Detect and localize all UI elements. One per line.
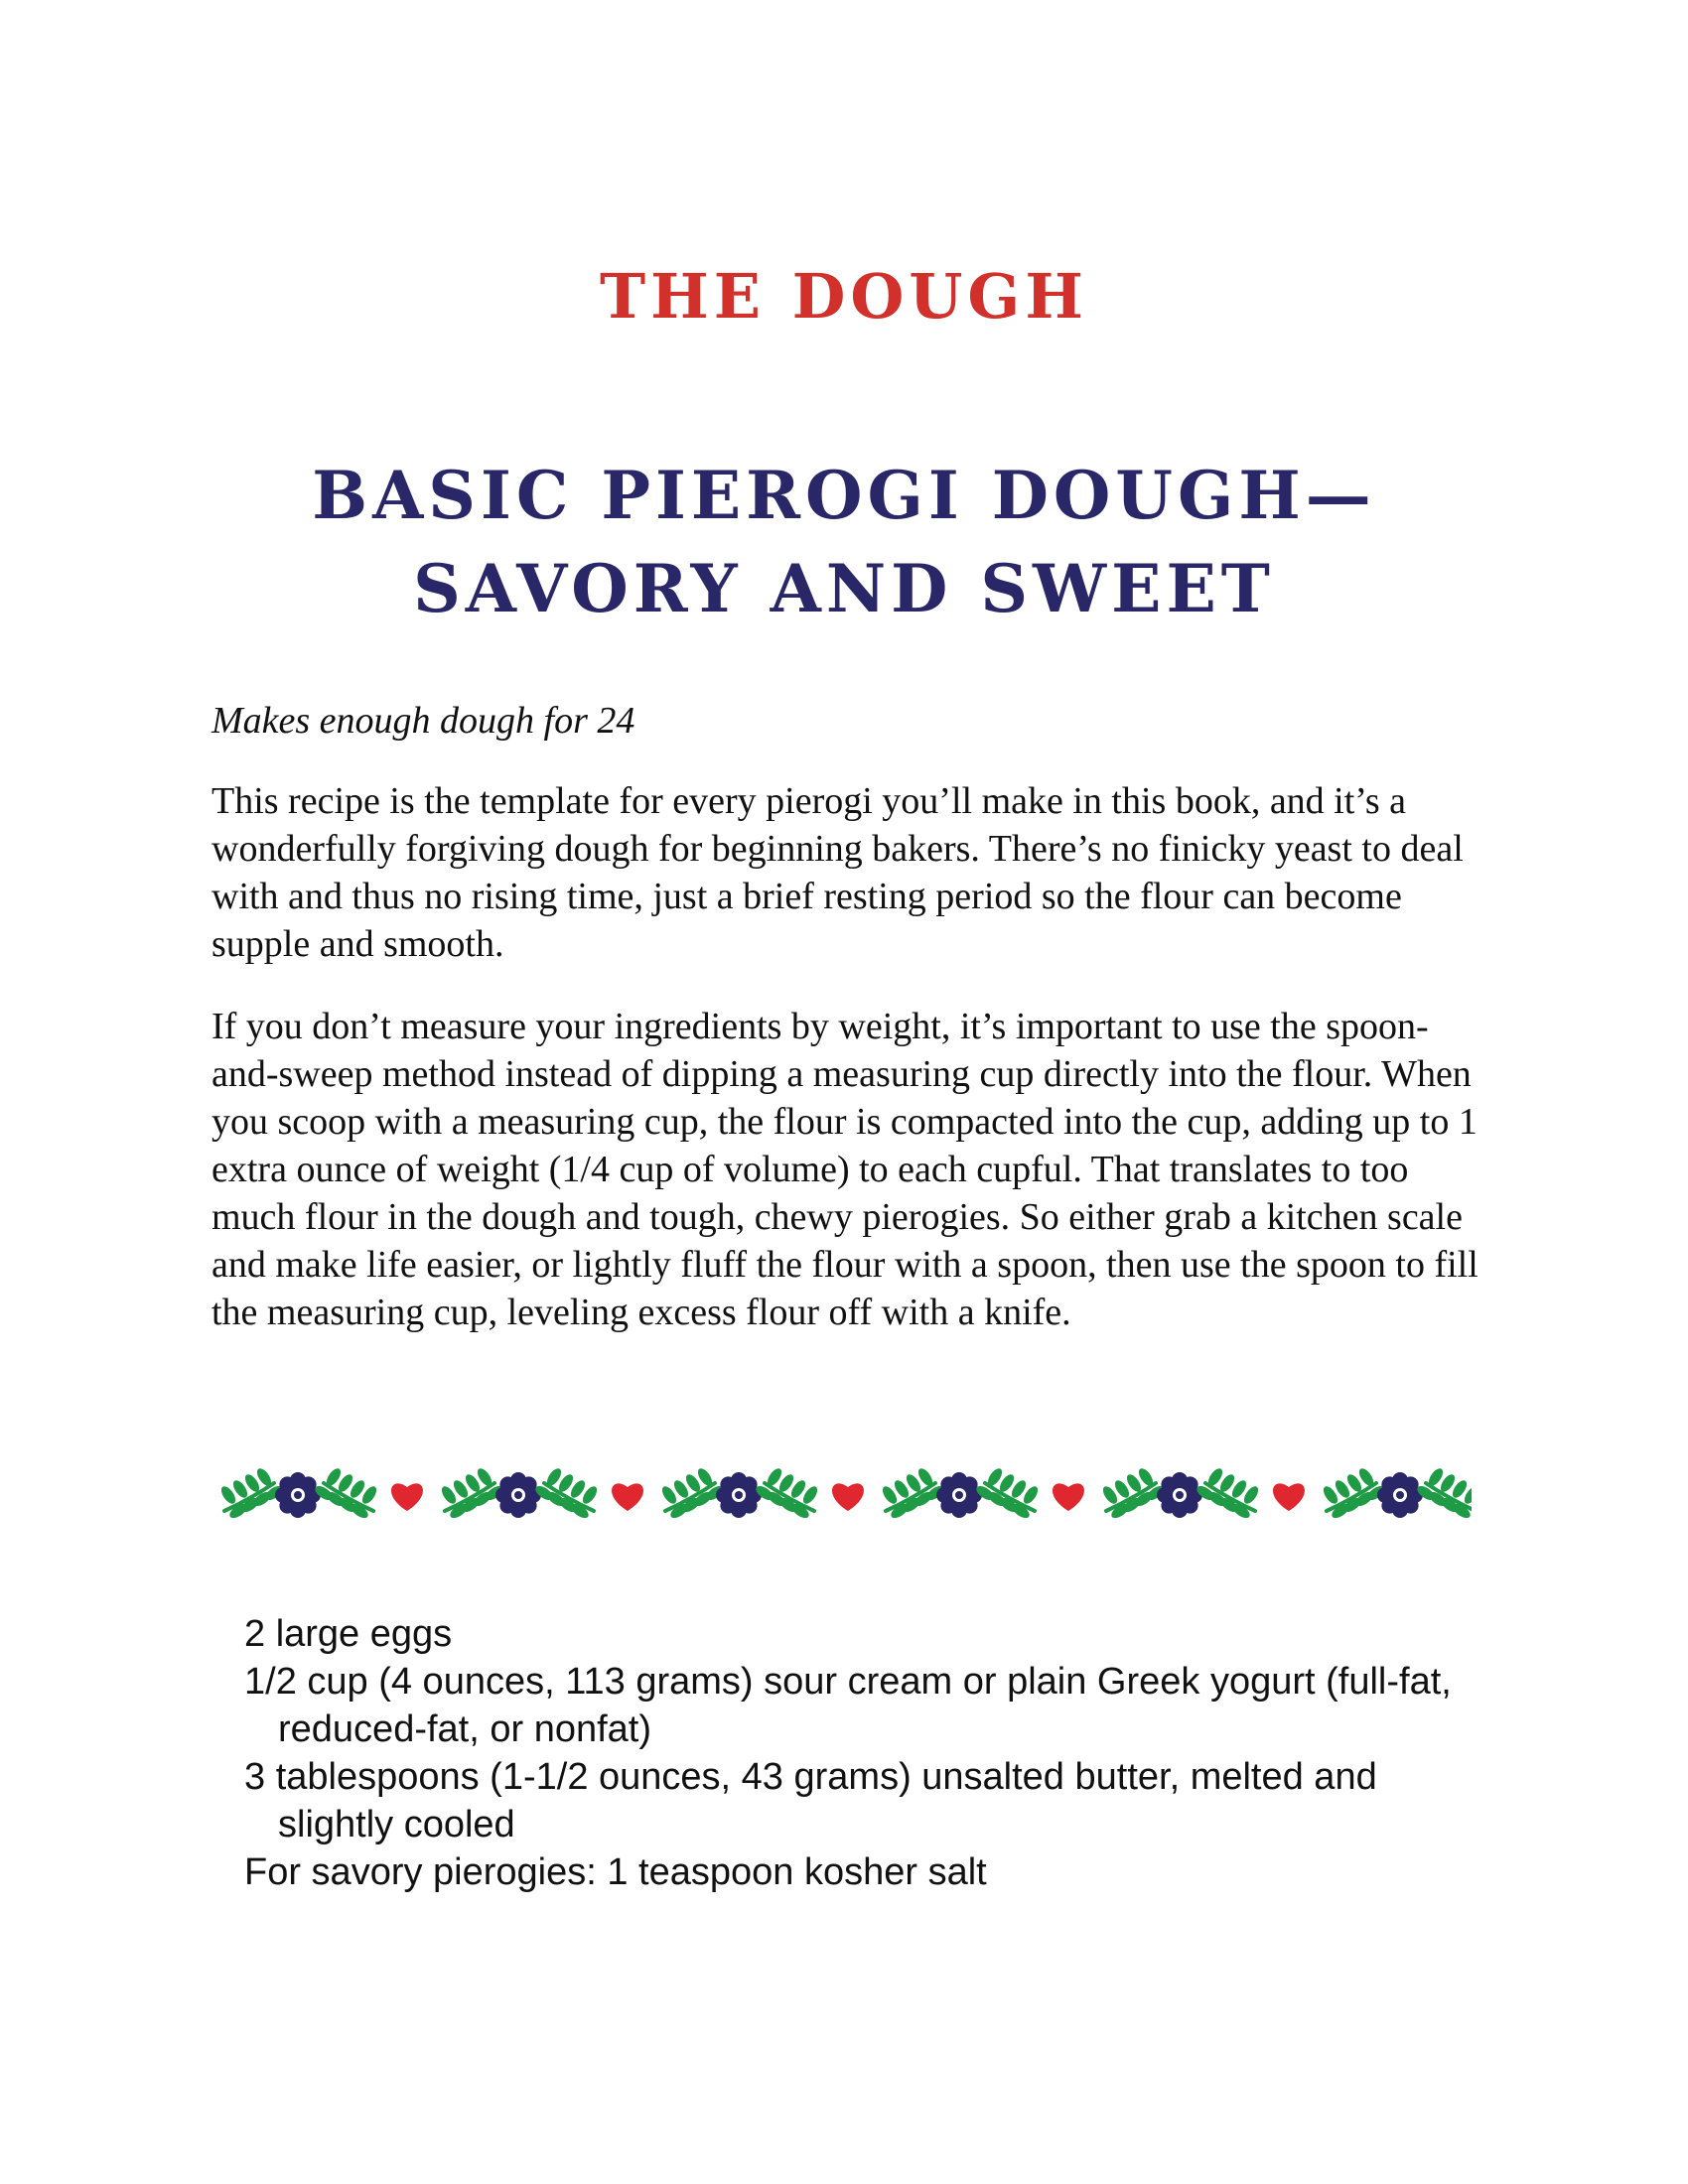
- recipe-yield: Makes enough dough for 24: [211, 700, 635, 742]
- recipe-title: [0, 449, 1688, 635]
- leaf-sprig-icon: [1415, 1467, 1472, 1521]
- leaf-sprig-icon: [880, 1467, 946, 1521]
- leaf-sprig-icon: [1100, 1467, 1167, 1521]
- leaf-sprig-icon: [754, 1467, 820, 1521]
- flower-icon: [936, 1472, 982, 1518]
- heart-icon: [612, 1483, 643, 1511]
- leaf-sprig-icon: [439, 1467, 505, 1521]
- ingredient-list: [244, 1610, 1485, 1896]
- heart-icon: [832, 1483, 864, 1511]
- leaf-sprig-icon: [218, 1467, 285, 1521]
- recipe-title-line-1: BASIC PIEROGI DOUGH—: [312, 457, 1376, 534]
- intro-paragraph: This recipe is the template for every pierogi you’ll make in this book, and it’s a wonderfully forgiving dough for beginning bakers. There’s no finicky yeast to deal with and thus no rising time, just a brief resting period so the flour can become supple and smooth.: [211, 780, 1464, 965]
- ingredient-item-butter: 3 tablespoons (1-1/2 ounces, 43 grams) unsalted butter, melted and slightly cooled: [244, 1756, 1377, 1845]
- measuring-paragraph: If you don’t measure your ingredients by weight, it’s important to use the spoon-and-sweep method instead of dipping a measuring cup directly into the flour. When you scoop with a measuring cup, the flour is compacted into the cup, adding up to 1 extra ounce of weight (1/4 cup of volume) to each cupful. That translates to too much flour in the dough and tough, chewy pierogies. So either grab a kitchen scale and make life easier, or lightly fluff the flour with a spoon, then use the spoon to fill the measuring cup, leveling excess flour off with a knife.: [211, 1006, 1478, 1333]
- leaf-sprig-icon: [659, 1467, 726, 1521]
- leaf-sprig-icon: [533, 1467, 600, 1521]
- heart-icon: [391, 1483, 423, 1511]
- ingredient-item-eggs: 2 large eggs: [244, 1613, 453, 1655]
- ingredient-item-sour-cream: 1/2 cup (4 ounces, 113 grams) sour cream or plain Greek yogurt (full-fat, reduced-fat, or nonfat): [244, 1661, 1452, 1750]
- flower-icon: [716, 1472, 762, 1518]
- ingredient-item-salt: For savory pierogies: 1 teaspoon kosher salt: [244, 1851, 987, 1893]
- leaf-sprig-icon: [974, 1467, 1041, 1521]
- heart-icon: [1273, 1483, 1305, 1511]
- leaf-sprig-icon: [1195, 1467, 1261, 1521]
- leaf-sprig-icon: [313, 1467, 379, 1521]
- folk-ornament-divider: [216, 1467, 1472, 1523]
- flower-icon: [1377, 1472, 1423, 1518]
- flower-icon: [495, 1472, 541, 1518]
- leaf-sprig-icon: [1321, 1467, 1387, 1521]
- section-title: THE DOUGH: [600, 260, 1088, 333]
- flower-icon: [275, 1472, 321, 1518]
- recipe-title-line-2: SAVORY AND SWEET: [413, 550, 1275, 627]
- heart-icon: [1053, 1483, 1084, 1511]
- flower-icon: [1157, 1472, 1202, 1518]
